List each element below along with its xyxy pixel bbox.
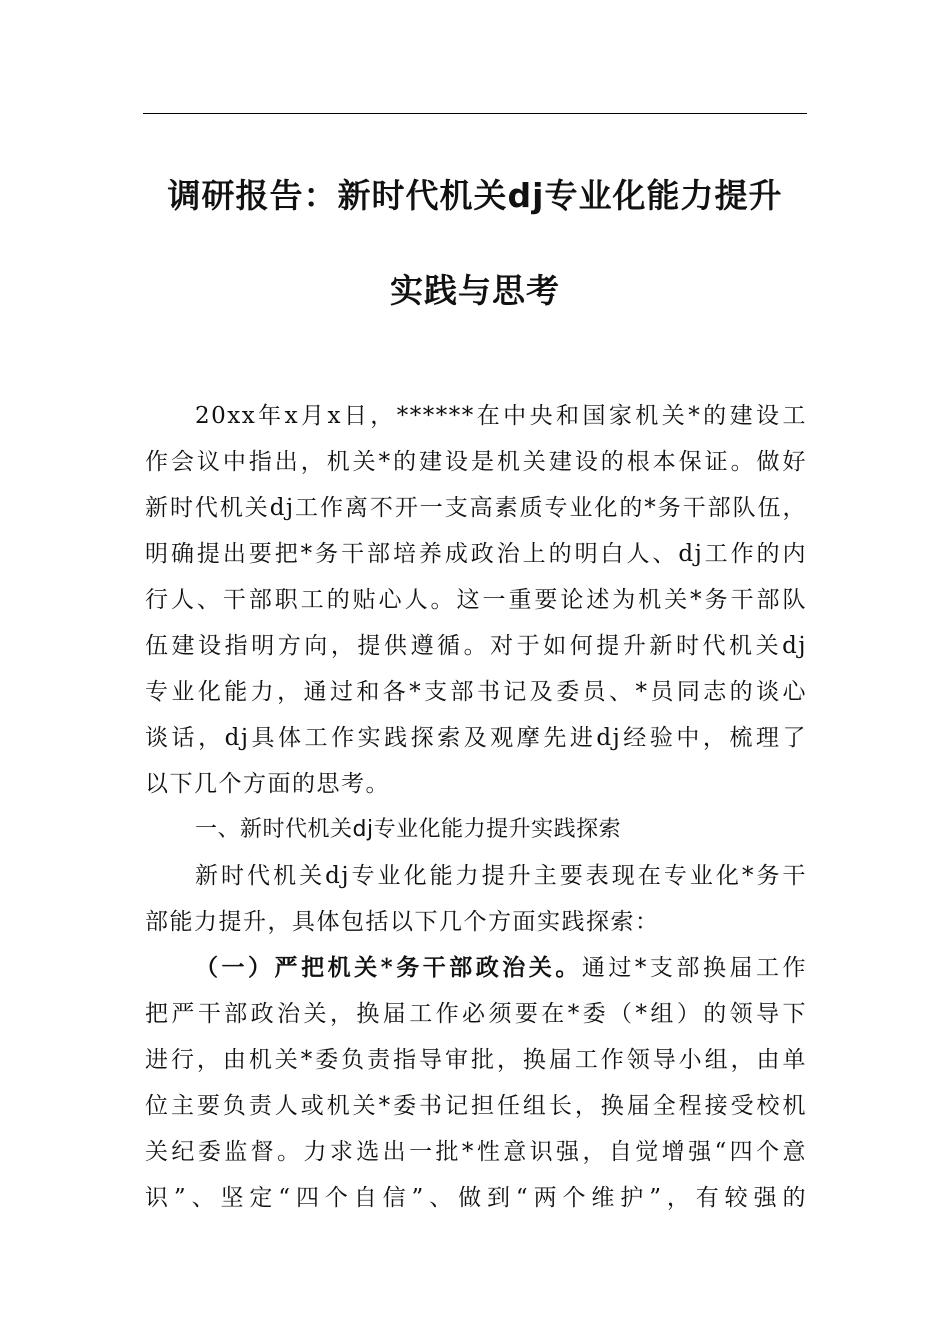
paragraph-text: 通过*支部换届工作 <box>581 955 808 981</box>
paragraph-line: 部能力提升，具体包括以下几个方面实践探索： <box>145 909 660 935</box>
paragraph-line: 谈话，dj具体工作实践探索及观摩先进dj经验中，梳理了 <box>145 725 807 751</box>
paragraph-line: 明确提出要把*务干部培养成政治上的明白人、dj工作的内 <box>145 541 807 567</box>
paragraph-line: 新时代机关dj工作离不开一支高素质专业化的*务干部队伍， <box>145 495 807 521</box>
paragraph-line: 以下几个方面的思考。 <box>145 771 390 797</box>
paragraph-line: 行人、干部职工的贴心人。这一重要论述为机关*务干部队 <box>145 587 807 613</box>
paragraph-line: 位主要负责人或机关*委书记担任组长，换届全程接受校机 <box>145 1093 807 1119</box>
subsection-line <box>145 950 807 996</box>
section-heading: 一、新时代机关dj专业化能力提升实践探索 <box>195 817 622 842</box>
subsection-heading: （一）严把机关*务干部政治关。 <box>195 954 582 981</box>
paragraph-line: 作会议中指出，机关*的建设是机关建设的根本保证。做好 <box>145 449 807 475</box>
document-title-line1: 调研报告：新时代机关dj专业化能力提升 <box>167 176 783 215</box>
paragraph-line: 把严干部政治关，换届工作必须要在*委（*组）的领导下 <box>145 1001 807 1027</box>
paragraph-line: 专业化能力，通过和各*支部书记及委员、*员同志的谈心 <box>145 679 807 705</box>
document-title-line2: 实践与思考 <box>390 271 560 310</box>
paragraph-line: 关纪委监督。力求选出一批*性意识强，自觉增强“四个意 <box>145 1139 807 1165</box>
paragraph-line: 识”、坚定“四个自信”、做到“两个维护”，有较强的 <box>145 1185 807 1211</box>
paragraph-line: 新时代机关dj专业化能力提升主要表现在专业化*务干 <box>195 863 807 889</box>
paragraph-line: 伍建设指明方向，提供遵循。对于如何提升新时代机关dj <box>145 633 807 659</box>
header-rule <box>143 113 807 114</box>
paragraph-line: 进行，由机关*委负责指导审批，换届工作领导小组，由单 <box>145 1047 807 1073</box>
document-body <box>145 398 807 1226</box>
paragraph-line: 20xx年x月x日，******在中央和国家机关*的建设工 <box>195 403 807 429</box>
